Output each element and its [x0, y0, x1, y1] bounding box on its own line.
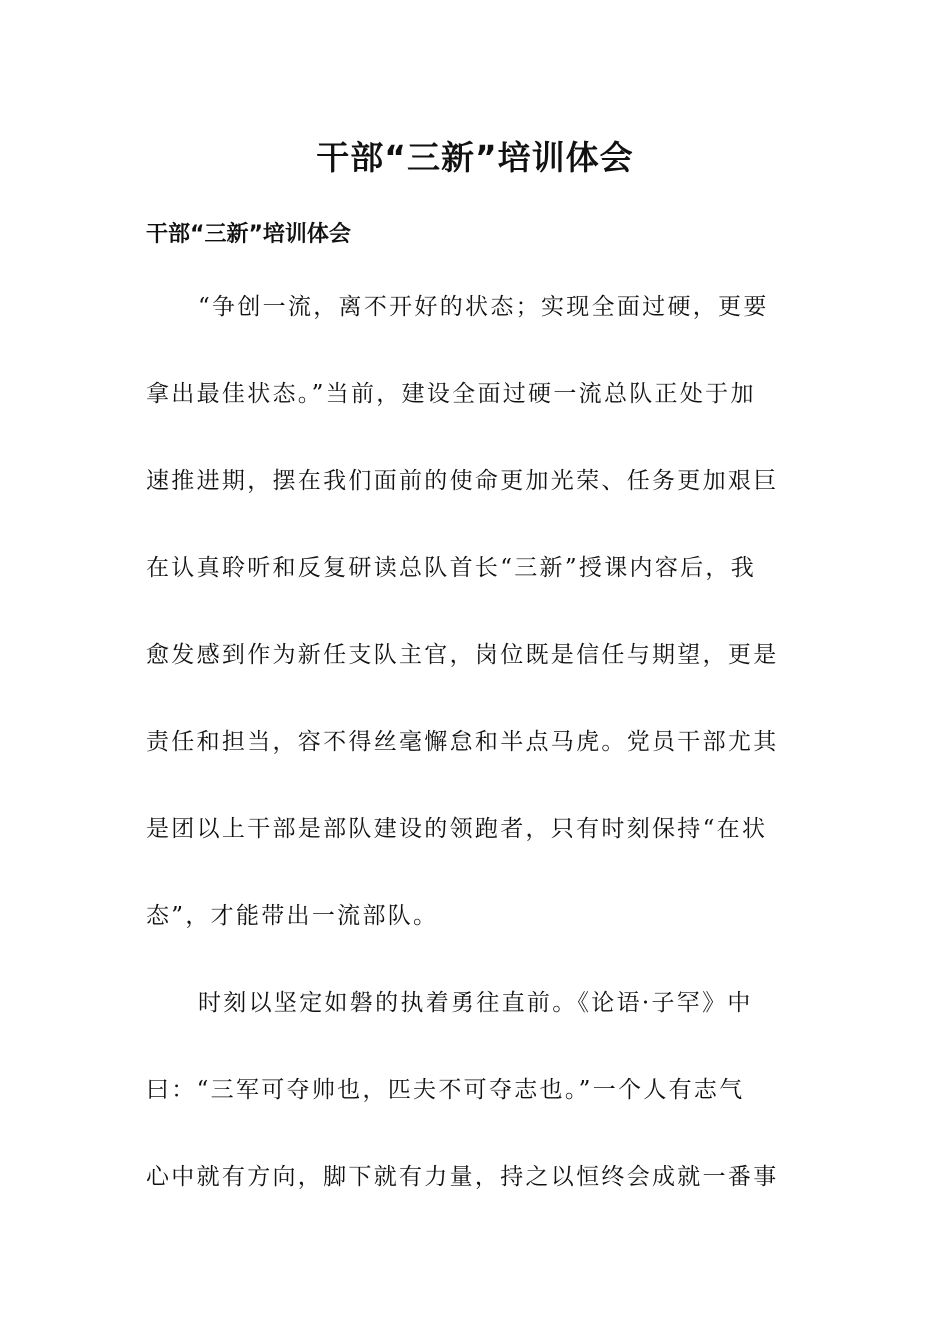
- paragraph-line: 态”，才能带出一流部队。: [146, 903, 439, 929]
- paragraph-line: 曰：“三军可夺帅也，匹夫不可夺志也。”一个人有志气: [146, 1077, 745, 1103]
- paragraph-line: 时刻以坚定如磐的执着勇往直前。《论语·子罕》中: [198, 990, 753, 1016]
- paragraph-line: 在认真聆听和反复研读总队首长“三新”授课内容后，我: [146, 555, 757, 581]
- paragraph-line: 速推进期，摆在我们面前的使命更加光荣、任务更加艰巨: [146, 468, 779, 494]
- paragraph-line: 拿出最佳状态。”当前，建设全面过硬一流总队正处于加: [146, 381, 756, 407]
- body-text: [146, 282, 806, 1239]
- paragraph-line: 愈发感到作为新任支队主官，岗位既是信任与期望，更是: [146, 642, 779, 668]
- paragraph-line: 责任和担当，容不得丝毫懈怠和半点马虎。党员干部尤其: [146, 729, 779, 755]
- paragraph-line: 是团以上干部是部队建设的领跑者，只有时刻保持“在状: [146, 816, 768, 842]
- document-title: 干部“三新”培训体会: [316, 138, 634, 177]
- paragraph-line: “争创一流，离不开好的状态；实现全面过硬，更要: [198, 294, 769, 320]
- section-heading: 干部“三新”培训体会: [146, 222, 351, 247]
- paragraph-line: 心中就有方向，脚下就有力量，持之以恒终会成就一番事: [146, 1164, 779, 1190]
